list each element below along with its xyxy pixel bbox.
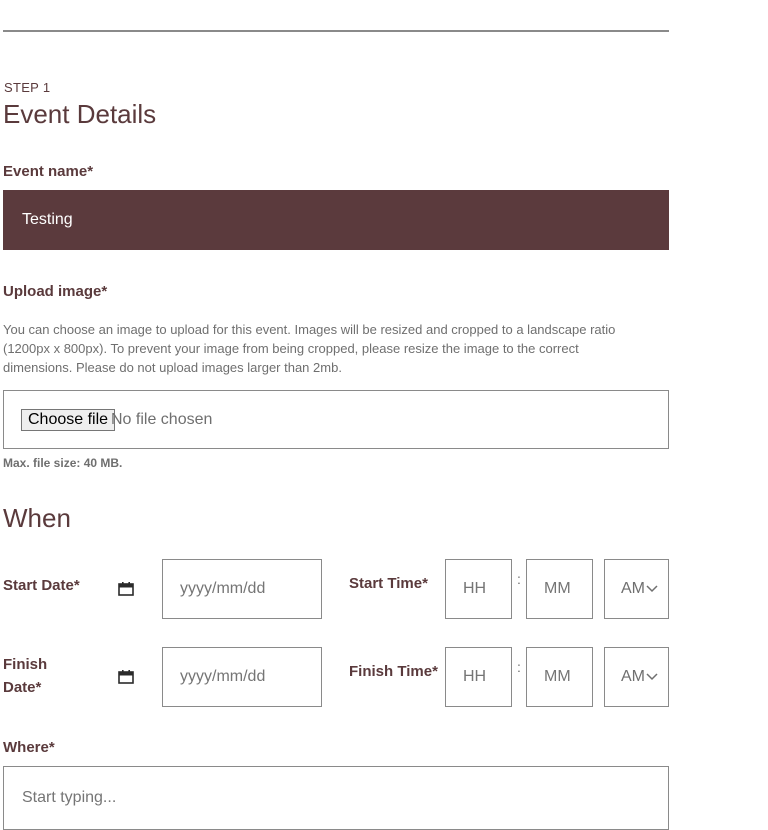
event-name-input[interactable] [3,190,669,250]
start-ampm-value: AM [621,580,645,597]
finish-date-label-line2: Date* [3,679,42,696]
start-time-label: Start Time* [349,575,428,592]
event-name-label: Event name* [3,163,94,180]
finish-date-input[interactable] [162,647,322,707]
step-label: STEP 1 [4,80,51,95]
chevron-down-icon [646,673,658,681]
finish-date-label [3,653,47,699]
calendar-icon[interactable] [118,582,134,596]
calendar-icon[interactable] [118,670,134,684]
file-status-text: No file chosen [111,411,213,428]
finish-date-label-line1: Finish [3,656,48,673]
when-heading: When [3,503,71,533]
start-date-input[interactable] [162,559,322,619]
max-file-size-note: Max. file size: 40 MB. [3,456,123,470]
finish-time-label: Finish Time* [349,663,438,680]
chevron-down-icon [646,585,658,593]
finish-minute-input[interactable] [526,647,593,707]
upload-image-label: Upload image* [3,283,108,300]
start-ampm-select[interactable] [604,559,669,619]
start-hour-input[interactable] [445,559,512,619]
upload-help-text: You can choose an image to upload for this event. Images will be resized and cropped to a landscape ratio (1200px x 800px). To prevent your image from being cropped, please resize the image to the correct dimensions. Please do not upload images larger than 2mb. [3,322,616,375]
where-input[interactable] [3,766,669,830]
top-divider [3,30,669,32]
finish-hour-input[interactable] [445,647,512,707]
file-upload-field[interactable] [3,390,669,449]
start-date-label: Start Date* [3,577,80,594]
time-separator: : [517,659,521,675]
finish-ampm-value: AM [621,668,645,685]
finish-ampm-select[interactable] [604,647,669,707]
page-title: Event Details [3,99,157,129]
where-label: Where* [3,739,55,756]
time-separator: : [517,571,521,587]
start-minute-input[interactable] [526,559,593,619]
choose-file-button[interactable]: Choose file [21,409,115,431]
